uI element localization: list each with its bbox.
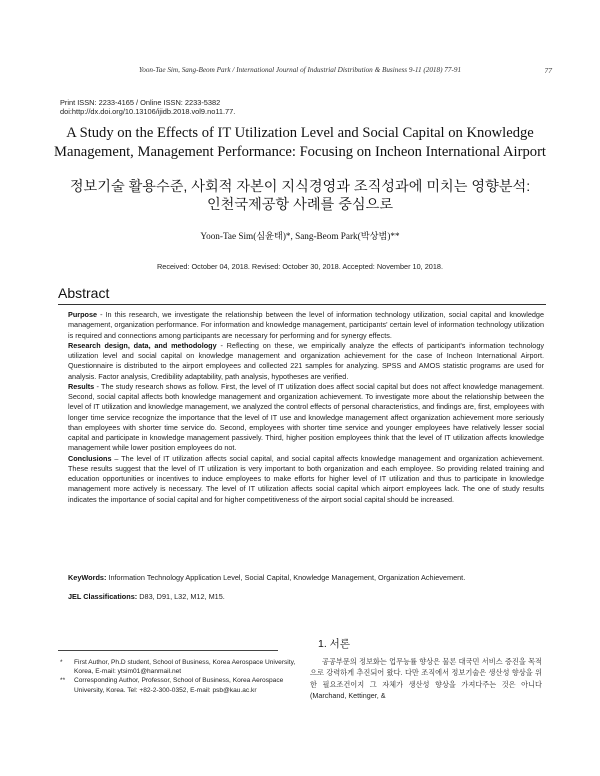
- design-text: - Reflecting on these, we empirically analyze the effects of participant's information technology utilization level and social capital on knowledge management and organization achievement for the case of Incheon International Airport. Questionnaire is distributed to the airport employees and collected 221 samples for analyzing. SPSS and AMOS statistic programs are used for analysis. Factor analysis, Credibility adaptability, path analysis, hypotheses are verified.: [68, 340, 544, 381]
- abstract-body: [68, 310, 544, 505]
- title-kr-line-1: 정보기술 활용수준, 사회적 자본이 지식경영과 조직성과에 미치는 영향분석:: [69, 179, 531, 195]
- footnotes: [60, 658, 300, 695]
- paper-title-korean: [40, 178, 560, 214]
- keywords: [68, 573, 544, 582]
- title-en-line-1: A Study on the Effects of IT Utilization Level and Social Capital on Knowledge: [66, 125, 534, 141]
- issn-line: Print ISSN: 2233-4165 / Online ISSN: 2233-5382: [60, 98, 221, 107]
- section-title-introduction: 1. 서론: [318, 638, 350, 650]
- footnote-divider: [58, 650, 278, 651]
- design-label: Research design, data, and methodology: [68, 340, 217, 350]
- jel-label: JEL Classifications:: [68, 592, 138, 601]
- title-kr-line-2: 인천국제공항 사례를 중심으로: [206, 197, 394, 213]
- doi-line: doi:http://dx.doi.org/10.13106/ijidb.2018.vol9.no11.77.: [60, 107, 236, 116]
- abstract-heading: Abstract: [58, 285, 110, 301]
- results-text: - The study research shows as follow. First, the level of IT utilization does affect social capital but does not affect knowledge management. Second, social capital affects both knowledge management and organization achievement. To investigate more about the relationship between the level of IT utilization and knowledge management, we analyzed the control effects of personal characteristics, and findings are, first, employees with longer time service recognize the importance that the level of IT use and knowledge management affect organization achievement more seriously than employees with shorter time service do. Second, employees with shorter time service and younger employees have relatively lesser social capital and participate in knowledge management passively. Third, higher position employees think that the level of IT utilization affects knowledge management while lower position employees do not.: [68, 381, 544, 453]
- conclusions-text: – The level of IT utilization affects social capital, and social capital affects knowledge management and organization achievement. These results suggest that the level of IT utilization is very important to both organization and each employee. So providing related training and education opportunities or incentives to induce employees to make efforts for higher level of IT utilization and thus to participate in knowledge management more actively is necessary. The level of IT utilization affects social capital which airport employees lack. The one of study results indicates the importance of social capital and for higher competitiveness of the airport social capital should be increased.: [68, 453, 544, 504]
- footnote-text: First Author, Ph.D student, School of Business, Korea Aerospace University, Korea, E-mail: ytsim01@hanmail.net: [74, 659, 296, 676]
- keywords-label: KeyWords:: [68, 573, 107, 582]
- footnote-text: Corresponding Author, Professor, School of Business, Korea Aerospace University, Korea. Tel: +82-2-300-0352, E-mail: psb@kau.ac.kr: [74, 677, 284, 694]
- abstract-design: [68, 341, 544, 382]
- paper-title-english: [40, 124, 560, 162]
- running-head: Yoon-Tae Sim, Sang-Beom Park / International Journal of Industrial Distribution & Business 9-11 (2018) 77-91: [138, 66, 462, 74]
- jel-text: D83, D91, L32, M12, M15.: [137, 592, 225, 601]
- title-en-line-2: Management, Management Performance: Focusing on Incheon International Airport: [54, 144, 546, 160]
- footnote-corresponding-author: [60, 676, 300, 694]
- abstract-conclusions: [68, 454, 544, 505]
- jel-classifications: [68, 592, 544, 601]
- footnote-mark: **: [60, 677, 66, 685]
- results-label: Results: [68, 381, 95, 391]
- introduction-paragraph: 공공부문의 정보화는 업무능률 향상은 물론 대국민 서비스 증진을 목적으로 강력하게 추진되어 왔다. 다만 조직에서 정보기술은 생산성 향상을 위한 필요조건이지 그 자체가 생산성 향상을 가져다주는 것은 아니다(Marchand, Kettinger, &: [310, 657, 542, 700]
- purpose-text: - In this research, we investigate the relationship between the level of information technology utilization, social capital and knowledge management, organization performance. For information and knowledge management, participants' certain level of information technology utilization is required and connections among participants are necessary for performing and for synergy effects.: [68, 310, 544, 340]
- purpose-label: Purpose: [68, 310, 98, 319]
- footnote-mark: *: [60, 659, 63, 666]
- issn-block: [60, 98, 235, 116]
- authors: Yoon-Tae Sim(심윤태)*, Sang-Beom Park(박상범)**: [200, 231, 400, 241]
- abstract-divider: [58, 304, 546, 305]
- footnote-first-author: [60, 658, 300, 676]
- conclusions-label: Conclusions: [68, 453, 112, 463]
- abstract-results: [68, 382, 544, 454]
- page-number: 77: [544, 66, 552, 75]
- abstract-purpose: [68, 310, 544, 341]
- received-dates: Received: October 04, 2018. Revised: October 30, 2018. Accepted: November 10, 2018.: [157, 262, 443, 271]
- keywords-text: Information Technology Application Level, Social Capital, Knowledge Management, Organization Achievement.: [106, 573, 466, 582]
